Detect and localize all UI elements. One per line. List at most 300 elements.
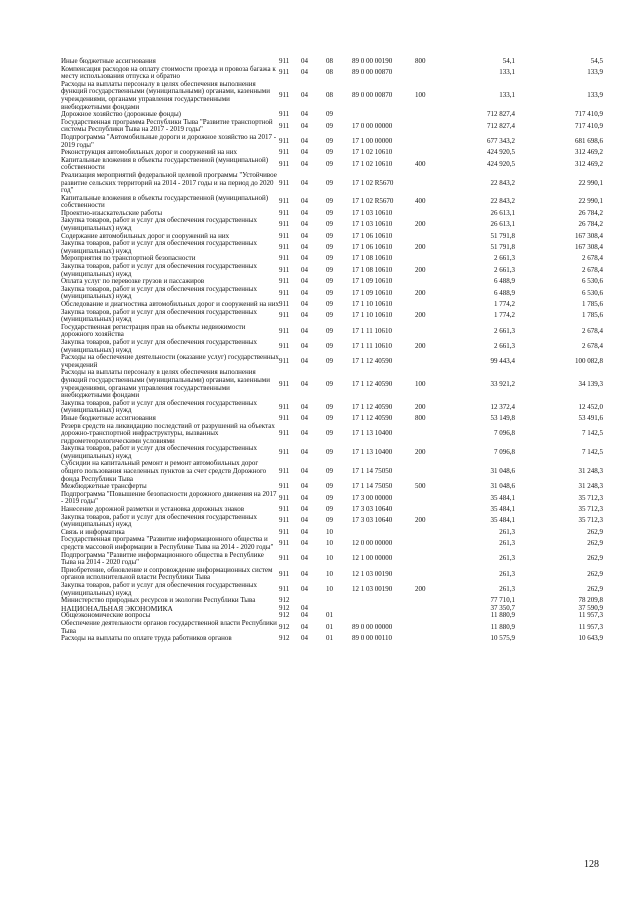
- cell-pr: 01: [326, 634, 333, 643]
- cell-csr: 17 1 10 10610: [352, 311, 393, 320]
- cell-vr: 800: [415, 57, 426, 65]
- cell-name: Подпрограмма "Автомобильные дороги и дорожное хозяйство на 2017 - 2019 годы": [61, 132, 277, 149]
- cell-name: Министерство природных ресурсов и экологии Республики Тыва: [61, 596, 256, 605]
- cell-ved: 911: [279, 554, 290, 563]
- cell-csr: 17 3 00 00000: [352, 493, 393, 502]
- cell-sum-2: 7 142,5: [582, 429, 603, 438]
- cell-sum-1: 677 343,2: [487, 136, 515, 145]
- cell-sum-2: 53 491,6: [578, 413, 603, 422]
- cell-sum-1: 2 661,3: [494, 254, 515, 263]
- cell-sum-1: 133,1: [499, 68, 515, 77]
- cell-vr: [415, 134, 445, 149]
- cell-vr: 200: [415, 311, 426, 320]
- cell-rz: 04: [301, 243, 308, 252]
- cell-sum-1: 424 920,5: [487, 159, 515, 168]
- cell-rz: 04: [301, 197, 308, 206]
- cell-sum-1: 99 443,4: [490, 356, 515, 365]
- cell-csr: 17 1 12 40590: [352, 402, 393, 411]
- cell-ved: 911: [279, 220, 290, 229]
- cell-ved: 911: [279, 429, 290, 438]
- cell-rz: 04: [301, 91, 308, 100]
- cell-pr: 08: [326, 68, 333, 77]
- cell-sum-1: 1 774,2: [494, 300, 515, 308]
- cell-ved: 911: [279, 516, 290, 525]
- cell-pr: 09: [326, 277, 333, 286]
- cell-sum-1: 35 484,1: [490, 505, 515, 514]
- cell-rz: 04: [301, 231, 308, 240]
- cell-csr: [352, 612, 415, 620]
- table-row: [61, 582, 603, 597]
- cell-vr: 100: [415, 91, 426, 100]
- cell-pr: 09: [326, 482, 333, 491]
- cell-pr: 09: [326, 516, 333, 525]
- cell-vr: 200: [415, 341, 426, 350]
- cell-sum-1: 6 488,9: [494, 277, 515, 286]
- cell-sum-2: 262,9: [587, 554, 603, 563]
- cell-sum-1: 33 921,2: [490, 379, 515, 388]
- cell-vr: [415, 149, 445, 157]
- table-row: [61, 134, 603, 149]
- cell-ved: 911: [279, 379, 290, 388]
- cell-ved: 911: [279, 265, 290, 274]
- table-row: [61, 620, 603, 635]
- cell-rz: 04: [301, 505, 308, 514]
- cell-sum-1: 11 880,9: [490, 622, 515, 631]
- cell-ved: 911: [279, 527, 290, 536]
- cell-sum-2: 717 410,9: [575, 110, 603, 119]
- cell-name: Расходы на выплаты персоналу в целях обеспечения выполнения функций государственными (муниципальными) органами, казенными учреждениями, органами управления государственными внебюджетными фондами: [61, 368, 270, 400]
- cell-name: Закупка товаров, работ и услуг для обеспечения государственных (муниципальных) нужд: [61, 398, 258, 415]
- table-row: [61, 263, 603, 278]
- cell-name: Обследование и диагностика автомобильных дорог и сооружений на них: [61, 300, 279, 308]
- cell-csr: 89 0 00 00110: [352, 634, 392, 643]
- cell-csr: 17 1 12 40590: [352, 356, 393, 365]
- table-row: [61, 157, 603, 172]
- cell-sum-2: 26 784,2: [578, 220, 603, 229]
- cell-rz: 04: [301, 569, 308, 578]
- cell-ved: 911: [279, 356, 290, 365]
- cell-csr: 17 1 03 10610: [352, 220, 393, 229]
- cell-name: Проектно-изыскательские работы: [61, 208, 163, 217]
- cell-pr: 09: [326, 159, 333, 168]
- cell-name: Подпрограмма "Повышение безопасности дорожного движения на 2017 - 2019 годы": [61, 489, 277, 506]
- cell-csr: [352, 529, 415, 537]
- cell-pr: 09: [326, 356, 333, 365]
- cell-ved: 911: [279, 110, 290, 119]
- cell-sum-1: 77 710,1: [490, 596, 515, 605]
- cell-pr: 09: [326, 341, 333, 350]
- cell-ved: 911: [279, 311, 290, 320]
- cell-rz: 04: [301, 288, 308, 297]
- table-row: [61, 536, 603, 551]
- cell-sum-2: 262,9: [587, 569, 603, 578]
- cell-ved: 911: [279, 148, 290, 157]
- cell-rz: 04: [301, 341, 308, 350]
- cell-name: Компенсация расходов на оплату стоимости проезда и провоза багажа к месту использования отпуска и обратно: [61, 64, 276, 81]
- cell-sum-2: 1 785,6: [582, 311, 603, 320]
- cell-name: Подпрограмма "Развитие информационного общества в Республике Тыва на 2014 - 2020 годы": [61, 550, 264, 567]
- cell-ved: 911: [279, 277, 290, 286]
- cell-name: Обеспечение деятельности органов государственной власти Республики Тыва: [61, 618, 277, 635]
- cell-pr: 09: [326, 326, 333, 335]
- cell-vr: [415, 423, 445, 446]
- cell-vr: 100: [415, 379, 426, 388]
- cell-pr: 09: [326, 148, 333, 157]
- cell-vr: 200: [415, 220, 426, 229]
- cell-name: Расходы на выплаты по оплате труда работников органов: [61, 634, 232, 643]
- cell-sum-2: 10 643,9: [578, 634, 603, 643]
- cell-sum-1: 26 613,1: [490, 208, 515, 217]
- cell-name: Закупка товаров, работ и услуг для обеспечения государственных (муниципальных) нужд: [61, 512, 258, 529]
- cell-csr: 17 1 12 40590: [352, 413, 393, 422]
- cell-ved: 911: [279, 254, 290, 263]
- cell-rz: 04: [301, 554, 308, 563]
- table-row: [61, 81, 603, 111]
- cell-vr: [415, 66, 445, 81]
- budget-table: [61, 58, 603, 643]
- cell-csr: 17 1 14 75050: [352, 482, 393, 491]
- cell-sum-1: 261,3: [499, 539, 515, 548]
- cell-rz: 04: [301, 634, 308, 643]
- cell-sum-1: 261,3: [499, 584, 515, 593]
- cell-pr: 01: [326, 622, 333, 631]
- cell-sum-2: 100 082,8: [575, 356, 603, 365]
- cell-pr: 09: [326, 413, 333, 422]
- cell-rz: 04: [301, 603, 308, 612]
- cell-sum-2: 2 678,4: [582, 326, 603, 335]
- cell-sum-1: 1 774,2: [494, 311, 515, 320]
- cell-rz: 04: [301, 254, 308, 263]
- cell-rz: 04: [301, 68, 308, 77]
- cell-csr: 17 1 09 10610: [352, 277, 393, 286]
- cell-pr: 10: [326, 569, 333, 578]
- cell-pr: 10: [326, 584, 333, 593]
- cell-csr: [352, 605, 415, 613]
- cell-sum-1: 10 575,9: [490, 634, 515, 643]
- cell-vr: 400: [415, 197, 426, 206]
- cell-csr: 17 1 14 75050: [352, 467, 393, 476]
- cell-sum-2: 2 678,4: [582, 265, 603, 274]
- cell-sum-2: 262,9: [587, 584, 603, 593]
- cell-vr: [415, 552, 445, 567]
- cell-pr: 09: [326, 505, 333, 514]
- cell-rz: 04: [301, 57, 308, 65]
- cell-ved: 911: [279, 136, 290, 145]
- cell-sum-2: 12 452,0: [578, 402, 603, 411]
- cell-csr: 17 3 03 10640: [352, 516, 393, 525]
- cell-rz: 04: [301, 136, 308, 145]
- cell-name: Государственная регистрация прав на объекты недвижимости дорожного хозяйства: [61, 322, 246, 339]
- cell-rz: 04: [301, 265, 308, 274]
- cell-sum-2: 133,9: [587, 68, 603, 77]
- cell-name: Расходы на выплаты персоналу в целях обеспечения выполнения функций государственными (муниципальными) органами, казенными учреждениями, органами управления государственными внебюджетными фондами: [61, 79, 270, 111]
- cell-name: Межбюджетные трансферты: [61, 482, 147, 491]
- cell-ved: 911: [279, 300, 290, 308]
- cell-sum-1: 54,1: [502, 57, 515, 65]
- cell-ved: 911: [279, 448, 290, 457]
- cell-csr: 17 1 02 R5670: [352, 178, 394, 187]
- cell-pr: 09: [326, 311, 333, 320]
- table-row: [61, 460, 603, 483]
- cell-sum-2: 35 712,3: [578, 493, 603, 502]
- cell-vr: [415, 567, 445, 582]
- cell-vr: [415, 635, 445, 643]
- cell-sum-2: 262,9: [587, 527, 603, 536]
- cell-pr: 09: [326, 429, 333, 438]
- cell-name: Общеэкономические вопросы: [61, 611, 151, 620]
- table-row: [61, 514, 603, 529]
- cell-csr: 89 0 00 00870: [352, 91, 393, 100]
- cell-sum-1: 37 350,7: [490, 603, 515, 612]
- cell-ved: 911: [279, 467, 290, 476]
- cell-name: Приобретение, обновление и сопровождение информационных систем органов исполнительной власти Республики Тыва: [61, 565, 273, 582]
- cell-sum-1: 7 096,8: [494, 429, 515, 438]
- cell-sum-2: 31 248,3: [578, 467, 603, 476]
- cell-vr: [415, 491, 445, 506]
- table-row: [61, 491, 603, 506]
- cell-csr: 17 1 08 10610: [352, 265, 393, 274]
- cell-rz: 04: [301, 429, 308, 438]
- table-row: [61, 66, 603, 81]
- cell-vr: [415, 278, 445, 286]
- cell-sum-1: 51 791,8: [490, 231, 515, 240]
- cell-pr: 09: [326, 254, 333, 263]
- cell-ved: 911: [279, 197, 290, 206]
- cell-sum-2: 681 698,6: [575, 136, 603, 145]
- table-row: [61, 195, 603, 210]
- cell-pr: 10: [326, 554, 333, 563]
- cell-name: Закупка товаров, работ и услуг для обеспечения государственных (муниципальных) нужд: [61, 239, 258, 255]
- cell-sum-2: 167 308,4: [575, 243, 603, 252]
- cell-csr: 17 1 12 40590: [352, 379, 393, 388]
- cell-csr: 12 1 00 00000: [352, 554, 393, 563]
- cell-vr: 200: [415, 516, 426, 525]
- cell-rz: 04: [301, 148, 308, 157]
- cell-name: Капитальные вложения в объекты государственной (муниципальной) собственности: [61, 193, 269, 210]
- page-number: 128: [584, 859, 599, 870]
- cell-ved: 912: [279, 622, 290, 631]
- cell-pr: 09: [326, 300, 333, 308]
- cell-csr: 17 3 03 10640: [352, 505, 393, 514]
- cell-sum-2: 1 785,6: [582, 300, 603, 308]
- cell-rz: 04: [301, 611, 308, 620]
- cell-pr: 09: [326, 121, 333, 130]
- cell-ved: 911: [279, 208, 290, 217]
- table-row: [61, 339, 603, 354]
- cell-csr: 12 0 00 00000: [352, 539, 393, 548]
- cell-rz: 04: [301, 467, 308, 476]
- cell-vr: 400: [415, 159, 426, 168]
- cell-name: Реализация мероприятий федеральной целевой программы "Устойчивое развитие сельских территорий на 2014 - 2017 годы и на период до 2020 год": [61, 170, 277, 195]
- cell-ved: 911: [279, 402, 290, 411]
- cell-csr: 17 1 13 10400: [352, 448, 393, 457]
- table-row: [61, 119, 603, 134]
- cell-csr: 17 1 10 10610: [352, 300, 393, 308]
- cell-ved: 911: [279, 569, 290, 578]
- cell-ved: 911: [279, 57, 290, 65]
- cell-name: Государственная программа Республики Тыва "Развитие транспортной системы Республики Тыва на 2017 - 2019 годы": [61, 117, 273, 134]
- cell-sum-2: 262,9: [587, 539, 603, 548]
- cell-sum-1: 2 661,3: [494, 341, 515, 350]
- table-row: [61, 354, 603, 369]
- cell-sum-2: 6 530,6: [582, 277, 603, 286]
- cell-rz: 04: [301, 539, 308, 548]
- cell-name: Иные бюджетные ассигнования: [61, 413, 156, 422]
- cell-pr: 08: [326, 57, 333, 65]
- cell-name: Дорожное хозяйство (дорожные фонды): [61, 110, 182, 119]
- cell-vr: [415, 210, 445, 218]
- cell-ved: 911: [279, 482, 290, 491]
- cell-ved: 911: [279, 413, 290, 422]
- cell-vr: [415, 605, 445, 613]
- cell-ved: 911: [279, 68, 290, 77]
- cell-vr: 200: [415, 243, 426, 252]
- cell-name: Закупка товаров, работ и услуг для обеспечения государственных (муниципальных) нужд: [61, 444, 258, 460]
- cell-ved: 911: [279, 91, 290, 100]
- table-row: [61, 240, 603, 255]
- cell-vr: [415, 529, 445, 537]
- cell-sum-2: 7 142,5: [582, 448, 603, 457]
- cell-name: Расходы на обеспечение деятельности (оказание услуг) государственных учреждений: [61, 353, 279, 369]
- cell-sum-1: 12 372,4: [490, 402, 515, 411]
- cell-sum-2: 35 712,3: [578, 505, 603, 514]
- table-row: [61, 552, 603, 567]
- cell-pr: 09: [326, 136, 333, 145]
- cell-vr: 500: [415, 482, 426, 491]
- cell-rz: 04: [301, 178, 308, 187]
- cell-name: НАЦИОНАЛЬНАЯ ЭКОНОМИКА: [61, 603, 173, 613]
- cell-vr: 200: [415, 584, 426, 593]
- cell-rz: 04: [301, 448, 308, 457]
- cell-sum-2: 78 209,8: [578, 596, 603, 605]
- cell-sum-1: 712 827,4: [487, 121, 515, 130]
- cell-sum-1: 35 484,1: [490, 493, 515, 502]
- cell-sum-2: 6 530,6: [582, 288, 603, 297]
- cell-vr: [415, 354, 445, 369]
- cell-ved: 911: [279, 539, 290, 548]
- cell-name: Связь и информатика: [61, 527, 125, 536]
- cell-sum-2: 22 990,1: [578, 178, 603, 187]
- cell-pr: 09: [326, 265, 333, 274]
- cell-sum-2: 2 678,4: [582, 254, 603, 263]
- cell-csr: 17 1 06 10610: [352, 231, 393, 240]
- table-row: [61, 423, 603, 446]
- cell-rz: 04: [301, 326, 308, 335]
- cell-csr: 17 1 08 10610: [352, 254, 393, 263]
- cell-name: Нанесение дорожной разметки и установка дорожных знаков: [61, 505, 245, 514]
- table-row: [61, 309, 603, 324]
- cell-pr: 09: [326, 467, 333, 476]
- cell-rz: 04: [301, 159, 308, 168]
- cell-csr: 17 1 06 10610: [352, 243, 393, 252]
- cell-csr: 89 0 00 00000: [352, 622, 393, 631]
- cell-sum-2: 11 957,3: [578, 611, 603, 620]
- cell-sum-1: 6 488,9: [494, 288, 515, 297]
- cell-csr: [352, 597, 415, 605]
- cell-name: Капитальные вложения в объекты государственной (муниципальной) собственности: [61, 155, 269, 172]
- cell-sum-1: 133,1: [499, 91, 515, 100]
- budget-table-body: [61, 58, 603, 643]
- cell-sum-1: 35 484,1: [490, 516, 515, 525]
- cell-pr: 09: [326, 110, 333, 119]
- cell-rz: 04: [301, 277, 308, 286]
- table-row: [61, 445, 603, 460]
- cell-csr: 89 0 00 00870: [352, 68, 393, 77]
- cell-sum-1: 261,3: [499, 554, 515, 563]
- cell-vr: [415, 119, 445, 134]
- cell-csr: 17 1 02 10610: [352, 159, 393, 168]
- cell-ved: 912: [279, 634, 290, 643]
- cell-name: Государственная программа "Развитие информационного общества и средств массовой информации в Республике Тыва на 2014 - 2020 годы": [61, 535, 274, 551]
- table-row: [61, 217, 603, 232]
- table-row: [61, 324, 603, 339]
- cell-vr: [415, 172, 445, 195]
- cell-vr: [415, 506, 445, 514]
- cell-ved: 911: [279, 159, 290, 168]
- cell-name: Оплата услуг по перевозке грузов и пассажиров: [61, 277, 205, 286]
- cell-vr: [415, 597, 445, 605]
- cell-ved: 911: [279, 288, 290, 297]
- cell-rz: 04: [301, 311, 308, 320]
- cell-vr: [415, 620, 445, 635]
- cell-name: Закупка товаров, работ и услуг для обеспечения государственных (муниципальных) нужд: [61, 216, 258, 233]
- cell-vr: 800: [415, 413, 426, 422]
- cell-ved: 912: [279, 611, 290, 620]
- cell-pr: [326, 597, 352, 605]
- cell-rz: 04: [301, 527, 308, 536]
- cell-ved: 911: [279, 231, 290, 240]
- cell-pr: 09: [326, 220, 333, 229]
- cell-sum-1: 31 048,6: [490, 482, 515, 491]
- cell-vr: 200: [415, 265, 426, 274]
- cell-csr: 17 1 09 10610: [352, 288, 393, 297]
- cell-sum-2: 11 957,3: [578, 622, 603, 631]
- table-row: [61, 635, 603, 643]
- cell-sum-1: 22 843,2: [490, 197, 515, 206]
- cell-pr: 09: [326, 448, 333, 457]
- cell-vr: [415, 460, 445, 483]
- cell-csr: 17 1 13 10400: [352, 429, 393, 438]
- cell-vr: [415, 301, 445, 309]
- cell-sum-1: 261,3: [499, 569, 515, 578]
- cell-name: Закупка товаров, работ и услуг для обеспечения государственных (муниципальных) нужд: [61, 284, 258, 301]
- cell-sum-1: 2 661,3: [494, 326, 515, 335]
- cell-name: Субсидии на капитальный ремонт и ремонт автомобильных дорог общего пользования населенных пунктов за счет средств Дорожного фонда Республики Тыва: [61, 459, 267, 483]
- cell-pr: 10: [326, 527, 333, 536]
- cell-sum-1: 31 048,6: [490, 467, 515, 476]
- cell-pr: 09: [326, 288, 333, 297]
- cell-sum-2: 22 990,1: [578, 197, 603, 206]
- cell-ved: 911: [279, 326, 290, 335]
- cell-csr: 89 0 00 00190: [352, 57, 393, 65]
- cell-ved: 911: [279, 243, 290, 252]
- table-row: [61, 172, 603, 195]
- cell-vr: [415, 111, 445, 119]
- cell-ved: 911: [279, 121, 290, 130]
- cell-ved: 911: [279, 584, 290, 593]
- cell-pr: 09: [326, 379, 333, 388]
- cell-name: Иные бюджетные ассигнования: [61, 57, 156, 65]
- cell-sum-1: 2 661,3: [494, 265, 515, 274]
- cell-name: Содержание автомобильных дорог и сооружений на них: [61, 231, 230, 240]
- cell-rz: 04: [301, 622, 308, 631]
- cell-sum-1: 26 613,1: [490, 220, 515, 229]
- cell-sum-1: 712 827,4: [487, 110, 515, 119]
- cell-sum-2: 312 469,2: [575, 159, 603, 168]
- cell-sum-2: 133,9: [587, 91, 603, 100]
- cell-pr: 09: [326, 243, 333, 252]
- cell-sum-1: 22 843,2: [490, 178, 515, 187]
